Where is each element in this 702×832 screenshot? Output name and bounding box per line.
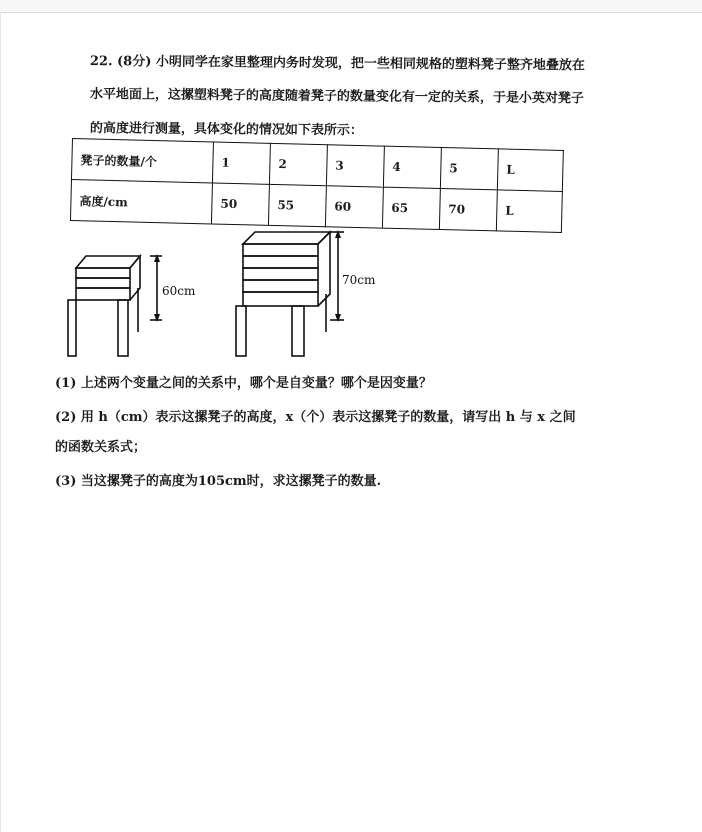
question-1: (1) 上述两个变量之间的关系中，哪个是自变量？哪个是因变量？ xyxy=(55,376,432,391)
data-table xyxy=(70,138,564,233)
table-cell: 50 xyxy=(211,183,269,225)
stool-stack-short xyxy=(68,256,162,356)
table-cell: L xyxy=(497,149,563,192)
label-70cm: 70cm xyxy=(342,273,376,287)
problem-line-1: 22. (8分) 小明同学在家里整理内务时发现，把一些相同规格的塑料凳子整齐地叠放在 xyxy=(89,53,585,74)
question-2-line-2: 的函数关系式； xyxy=(55,440,147,455)
table-cell: 55 xyxy=(268,184,326,226)
table-cell: 2 xyxy=(269,143,327,185)
table-cell: 1 xyxy=(212,142,270,184)
stool-figure xyxy=(58,222,376,362)
problem-line-3: 的高度进行测量，具体变化的情况如下表所示： xyxy=(89,120,363,139)
table-cell: 65 xyxy=(382,187,440,229)
table-cell: 4 xyxy=(383,146,441,188)
stool-stack-tall xyxy=(236,232,344,356)
table-cell: 60 xyxy=(325,186,383,228)
table-header-count: 凳子的数量/个 xyxy=(71,139,213,183)
label-60cm: 60cm xyxy=(162,284,196,298)
table-cell: 3 xyxy=(326,145,384,187)
viewer-top-bar xyxy=(0,0,702,13)
table-header-height: 高度/cm xyxy=(70,179,212,223)
table-cell: 5 xyxy=(440,148,498,190)
problem-line-2: 水平地面上，这摞塑料凳子的高度随着凳子的数量变化有一定的关系，于是小英对凳子 xyxy=(89,86,584,107)
question-2-line-1: (2) 用 h（cm）表示这摞凳子的高度，x（个）表示这摞凳子的数量，请写出 h 与 x 之间 xyxy=(55,410,576,425)
table-cell: L xyxy=(496,190,562,233)
page-left-edge xyxy=(0,12,1,832)
table-cell: 70 xyxy=(439,189,497,231)
question-3: (3) 当这摞凳子的高度为105cm时，求这摞凳子的数量. xyxy=(55,474,382,489)
